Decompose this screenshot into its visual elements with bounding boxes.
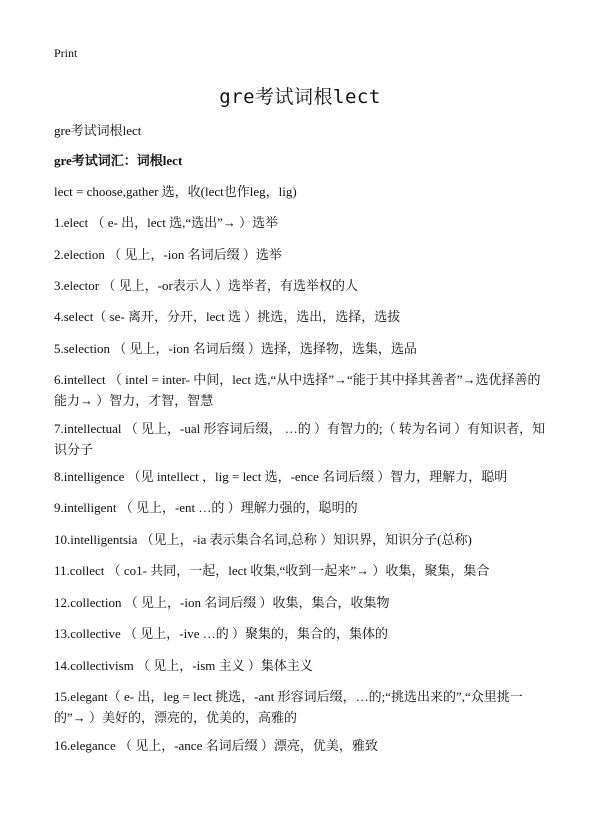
list-item: 11.collect （ co1- 共同，一起，lect 收集,“收到一起来”→ ）收集，聚集，集合 [54, 563, 490, 578]
list-item: 5.selection （ 见上，-ion 名词后缀 ）选择，选择物，选集，选品 [54, 341, 417, 356]
page-title: gre考试词根lect [219, 86, 381, 108]
list-item: 16.elegance （ 见上，-ance 名词后缀 ）漂亮，优美，雅致 [54, 738, 378, 753]
section-heading: gre考试词汇：词根lect [54, 153, 183, 168]
list-item: 12.collection （ 见上，-ion 名词后缀 ）收集，集合，收集物 [54, 595, 390, 610]
list-item: 10.intelligentsia （见上，-ia 表示集合名词,总称 ）知识界，知识分子(总称) [54, 532, 472, 547]
list-item: 7.intellectual （ 见上，-ual 形容词后缀， …的 ）有智力的;（ 转为名词 ）有知识者，知识分子 [54, 421, 546, 457]
list-item: 1.elect （ e- 出，lect 选,“选出”→ ）选举 [54, 215, 279, 230]
list-item: 6.intellect （ intel = inter- 中间，lect 选,“从中选择”→“能于其中择其善者”→选优择善的能力→ ）智力，才智，智慧 [54, 372, 541, 408]
list-item: 3.elector （ 见上，-or表示人 ）选举者，有选举权的人 [54, 278, 359, 293]
list-item: 14.collectivism （ 见上，-ism 主义 ）集体主义 [54, 658, 313, 673]
list-item: 9.intelligent （ 见上，-ent …的 ）理解力强的，聪明的 [54, 500, 358, 515]
print-label: Print [54, 46, 78, 60]
list-item: 4.select（ se- 离开，分开，lect 选 ）挑选，选出，选择，选拔 [54, 309, 401, 324]
list-item: 8.intelligence （见 intellect ，lig = lect 选，-ence 名词后缀 ）智力，理解力，聪明 [54, 469, 508, 484]
list-item: 13.collective （ 见上，-ive …的 ）聚集的，集合的，集体的 [54, 626, 388, 641]
document-subtitle: gre考试词根lect [54, 123, 142, 138]
list-item: 2.election （ 见上，-ion 名词后缀 ）选举 [54, 247, 282, 262]
list-item: 15.elegant（ e- 出，leg = lect 挑选，-ant 形容词后缀，…的;“挑选出来的”,“众里挑一的”→ ）美好的，漂亮的，优美的，高雅的 [54, 689, 523, 725]
root-definition: lect = choose,gather 选，收(lect也作leg，lig) [54, 184, 297, 199]
